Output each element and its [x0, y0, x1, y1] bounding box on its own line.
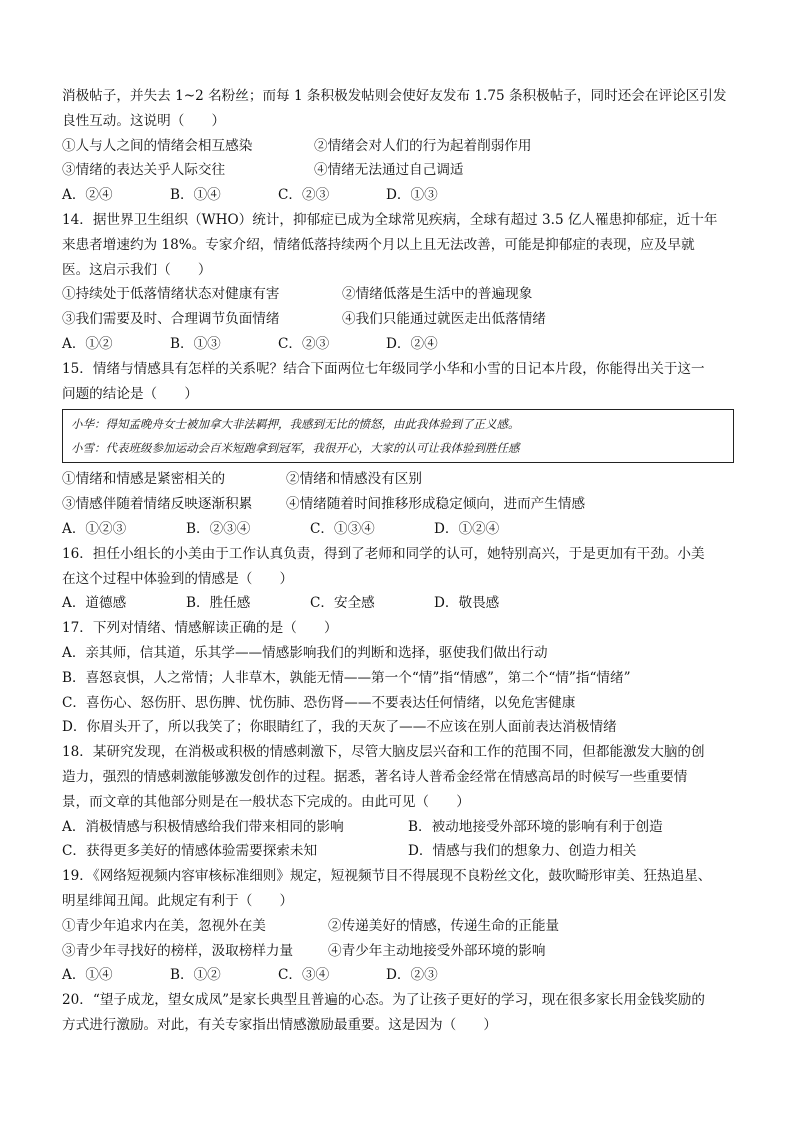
answer-option: C．③④: [278, 967, 330, 984]
question-stem-line: 15．情绪与情感具有怎样的关系呢？结合下面两位七年级同学小华和小雪的日记本片段，你能得出关于这一: [62, 360, 705, 377]
answer-option: A．①④: [62, 967, 113, 984]
diary-entry: 小华：得知孟晚舟女士被加拿大非法羁押，我感到无比的愤怒，由此我体验到了正义感。: [71, 417, 520, 432]
statement: ②情绪会对人们的行为起着削弱作用: [314, 137, 532, 154]
answer-option: D．①②④: [434, 520, 500, 537]
question-19: [62, 864, 734, 988]
statement: ④青少年主动地接受外部环境的影响: [328, 942, 546, 959]
question-stem-line: 19．《网络短视频内容审核标准细则》规定，短视频节目不得展现不良粉丝文化，鼓吹畸形审美、狂热追星、: [62, 868, 712, 885]
answer-option: B．喜怒哀惧，人之常情；人非草木，孰能无情——第一个“情”指“情感”，第二个“情”指“情绪”: [62, 669, 631, 686]
question-stem-line: 明星绯闻丑闻。此规定有利于（ ）: [62, 892, 294, 909]
question-stem-line: 景，而文章的其他部分则是在一般状态下完成的。由此可见（ ）: [62, 793, 470, 810]
question-stem-line: 18．某研究发现，在消极或积极的情感刺激下，尽管大脑皮层兴奋和工作的范围不同，但都能激发大脑的创: [62, 744, 705, 761]
question-stem-line: 14．据世界卫生组织（WHO）统计，抑郁症已成为全球常见疾病，全球有超过 3.5 亿人罹患抑郁症，近十年: [62, 211, 718, 228]
answer-option: C．②③: [278, 335, 330, 352]
answer-option: A．消极情感与积极情感给我们带来相同的影响: [62, 818, 344, 835]
question-14: [62, 208, 734, 357]
answer-option: C．喜伤心、怒伤肝、思伤脾、忧伤肺、恐伤肾——不要表达任何情绪，以免危害健康: [62, 694, 576, 711]
exam-page: [62, 84, 734, 1038]
answer-option: B．胜任感: [186, 595, 251, 612]
statement: ②情绪和情感没有区别: [286, 471, 422, 488]
diary-entry: 小雪：代表班级参加运动会百米短跑拿到冠军，我很开心，大家的认可让我体验到胜任感: [71, 441, 520, 456]
answer-option: C．②③: [278, 187, 330, 204]
answer-option: C．获得更多美好的情感体验需要探索未知: [62, 843, 318, 860]
diary-excerpt-box: [62, 409, 734, 463]
statement: ③青少年寻找好的榜样，汲取榜样力量: [62, 942, 294, 959]
answer-option: C．①③④: [310, 520, 375, 537]
question-stem-line: 造力，强烈的情感刺激能够激发创作的过程。据悉，著名诗人普希金经常在情感高昂的时候写一些重要情: [62, 768, 688, 785]
answer-option: B．①④: [170, 187, 221, 204]
answer-option: A．①②: [62, 335, 113, 352]
statement: ②情绪低落是生活中的普遍现象: [342, 286, 533, 303]
answer-option: A．道德感: [62, 595, 127, 612]
statement: ④情绪无法通过自己调适: [314, 162, 464, 179]
answer-option: D．②③: [386, 967, 438, 984]
answer-option: A．①②③: [62, 520, 127, 537]
question-15: [62, 357, 734, 542]
answer-option: B．被动地接受外部环境的影响有利于创造: [408, 818, 663, 835]
statement: ②传递美好的情感，传递生命的正能量: [328, 917, 560, 934]
answer-option: B．①②: [170, 967, 221, 984]
statement: ①情绪和情感是紧密相关的: [62, 471, 226, 488]
statement: ①人与人之间的情绪会相互感染: [62, 137, 253, 154]
statement: ④情绪随着时间推移形成稳定倾向，进而产生情感: [286, 496, 586, 513]
question-stem-line: 来患者增速约为 18%。专家介绍，情绪低落持续两个月以上且无法改善，可能是抑郁症的表现，应及早就: [62, 236, 695, 253]
answer-option: D．①③: [386, 187, 438, 204]
answer-option: D．你眉头开了，所以我笑了；你眼睛红了，我的天灰了——不应该在别人面前表达消极情绪: [62, 719, 617, 736]
answer-option: D．敬畏感: [434, 595, 500, 612]
question-stem-line: 消极帖子，并失去 1~2 名粉丝；而每 1 条积极发帖则会使好友发布 1.75 条积极帖子，同时还会在评论区引发: [62, 88, 727, 104]
question-20: [62, 988, 734, 1038]
answer-option: B．②③④: [186, 520, 251, 537]
answer-option: B．①③: [170, 335, 221, 352]
answer-option: A．②④: [62, 187, 113, 204]
answer-option: C．安全感: [310, 595, 375, 612]
question-stem-line: 方式进行激励。对此，有关专家指出情感激励最重要。这是因为（ ）: [62, 1016, 497, 1033]
question-stem-line: 在这个过程中体验到的情感是（ ）: [62, 570, 294, 587]
statement: ①青少年追求内在美，忽视外在美: [62, 917, 266, 934]
question-16: [62, 542, 734, 616]
question-18: [62, 740, 734, 864]
question-17: [62, 616, 734, 740]
statement: ③情绪的表达关乎人际交往: [62, 162, 226, 179]
statement: ③我们需要及时、合理调节负面情绪: [62, 311, 280, 328]
question-stem-line: 医。这启示我们（ ）: [62, 261, 212, 278]
question-stem-line: 17．下列对情绪、情感解读正确的是（ ）: [62, 620, 338, 637]
question-13: [62, 84, 734, 208]
answer-option: D．②④: [386, 335, 438, 352]
statement: ①持续处于低落情绪状态对健康有害: [62, 286, 280, 303]
statement: ④我们只能通过就医走出低落情绪: [342, 311, 546, 328]
question-stem-line: 16．担任小组长的小美由于工作认真负责，得到了老师和同学的认可，她特别高兴，于是更加有干劲。小美: [62, 545, 705, 562]
question-stem-line: 问题的结论是（ ）: [62, 385, 198, 402]
question-stem-line: 良性互动。这说明（ ）: [62, 112, 226, 129]
answer-option: A．亲其师，信其道，乐其学——情感影响我们的判断和选择，驱使我们做出行动: [62, 644, 548, 661]
question-stem-line: 20．“望子成龙，望女成凤”是家长典型且普遍的心态。为了让孩子更好的学习，现在很多家长用金钱奖励的: [62, 992, 705, 1009]
answer-option: D．情感与我们的想象力、创造力相关: [408, 843, 637, 860]
statement: ③情感伴随着情绪反映逐渐积累: [62, 496, 253, 513]
